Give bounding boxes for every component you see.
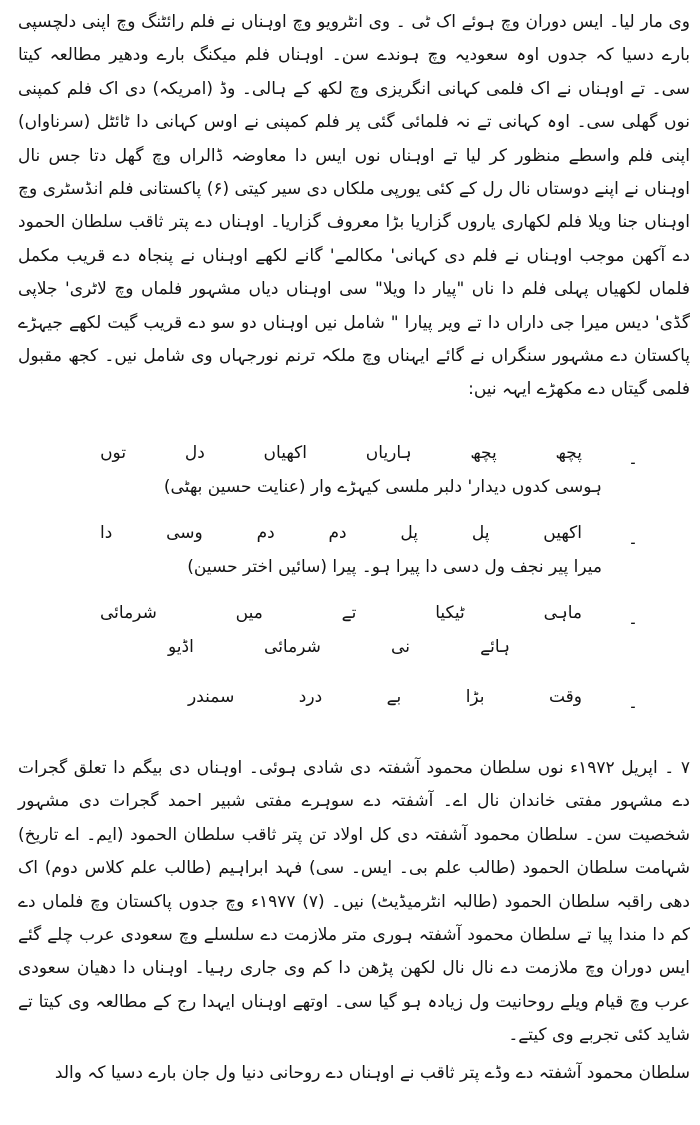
verse-word: شرمائی (264, 637, 321, 657)
verse-line (100, 520, 582, 546)
verse-word: پچھ (555, 443, 582, 463)
verse-word: توں (100, 443, 127, 463)
verse-line (168, 634, 510, 660)
verse-word: دا (100, 523, 113, 543)
verse-item (18, 684, 690, 744)
verse-word: بے (386, 687, 402, 707)
verse-word: پل (400, 523, 419, 543)
verse-word: میں (235, 603, 263, 623)
verse-word: پچھ (470, 443, 497, 463)
verse-line: میرا پیر نجف ول دسی دا پیرا ہو۔ پیرا (سائیں اختر حسین) (187, 557, 602, 577)
verse-word: دم (256, 523, 275, 543)
verse-line (188, 684, 582, 710)
verse-bullet: ۔ (628, 609, 638, 629)
verse-word: ماہی (543, 603, 582, 623)
verse-word: وسی (166, 523, 203, 543)
paragraph-intro: وی مار لیا۔ ایس دوران وچ ہوئے اک ٹی ۔ وی انٹرویو وچ اوہناں نے فلم رائٹنگ وچ اپنی دلچسپی بارے دسیا کہ جدوں اوہ سعودیہ وچ ہوندے سن۔ اوہناں فلم میکنگ بارے ودھیر مطالعہ کیتا سی۔ تے اوہناں نے اک فلمی کہانی انگریزی وچ لکھ کے ہالی۔ وڈ (امریکہ) دی اک فلم کمپنی نوں گھلی سی۔ اوہ کہانی تے نہ فلمائی گئی پر فلم کمپنی نے اوس کہانی دا ٹائٹل (سرناواں) اپنی فلم واسطے منظور کر لیا تے اوہناں نوں ایس دا معاوضہ ڈالراں وچ گھل دتا جس نال اوہناں نے اپنے دوستاں نال رل کے کئی یورپی ملکاں دی سیر کیتی (۶) پاکستانی فلم انڈسٹری وچ اوہناں جنا ویلا فلم لکھاری یاروں گزاریا بڑا معروف گزاریا۔ اوہناں دے پتر ثاقب سلطان الحمود دے آکھن موجب اوہناں نے فلم دی کہانی' مکالمے' گانے لکھے اوہناں نے پنجاہ دے قریب مکمل فلماں لکھیاں پہلی فلم دا ناں "پیار دا ویلا" سی اوہناں دیاں مشہور فلماں وچ لاٹری' جلاپی گڈی' دیس میرا جی داراں دا تے ویر پیارا " شامل نیں اوہناں دو سو دے قریب گیت لکھے جیہڑے پاکستان دے مشہور سنگراں نے گائے ایہناں وچ ملکہ ترنم نورجہاں وی شامل نیں۔ کجھ مقبول فلمی گیتاں دے مکھڑے ایہہ نیں: (18, 12, 690, 400)
verse-word: بڑا (465, 687, 485, 707)
verse-word: تے (341, 603, 357, 623)
verse-word: درد (298, 687, 323, 707)
verse-word: اڈیو (168, 637, 194, 657)
verse-word: اکھیاں (263, 443, 307, 463)
verse-bullet: ۔ (628, 529, 638, 549)
verse-word: وقت (548, 687, 582, 707)
verse-word: سمندر (188, 687, 235, 707)
verse-word: دل (184, 443, 205, 463)
verse-line: ہوسی کدوں دیدار' دلبر ملسی کیہڑے وار (عنایت حسین بھٹی) (163, 477, 602, 497)
verse-item (18, 440, 690, 520)
verse-line (100, 600, 582, 626)
verse-word: ہاریاں (365, 443, 412, 463)
paragraph-son-account: سلطان محمود آشفتہ دے وڈے پتر ثاقب نے اوہناں دے روحانی دنیا ول جان بارے دسیا کہ والد (54, 1062, 690, 1083)
verse-bullet: ۔ (628, 693, 638, 713)
verse-word: نی (391, 637, 410, 657)
verse-word: ٹیکیا (435, 603, 465, 623)
verse-word: دم (328, 523, 347, 543)
verse-item (18, 600, 690, 684)
verse-line (100, 440, 582, 466)
verse-list (18, 440, 690, 750)
verse-item (18, 520, 690, 600)
verse-word: اکھیں (543, 523, 582, 543)
verse-word: ہائے (480, 637, 510, 657)
verse-word: شرمائی (100, 603, 157, 623)
verse-word: پل (471, 523, 490, 543)
verse-bullet: ۔ (628, 449, 638, 469)
paragraph-marriage: ۷ ۔ اپریل ۱۹۷۲ء نوں سلطان محمود آشفتہ دی شادی ہوئی۔ اوہناں دی بیگم دا تعلق گجرات دے مشہور مفتی خاندان نال اے۔ آشفتہ دے سوہرے مفتی شبیر احمد گجرات دی مشہور شخصیت سن۔ سلطان محمود آشفتہ دی کل اولاد تن پتر ثاقب سلطان الحمود (ایم۔ اے تاریخ) شہامت سلطان الحمود (طالب علم بی۔ ایس۔ سی) فہد ابراہیم (طالب علم کلاس دوم) اک دھی راقبہ سلطان الحمود (طالبہ انٹرمیڈیٹ) نیں۔ (۷) ۱۹۷۷ء وچ جدوں پاکستان وچ فلماں دے کم دا مندا پیا تے سلطان محمود آشفتہ ہوری متر ملازمت دے سلسلے وچ سعودی عرب چلے گئے ایس دوران وچ ملازمت دے نال نال لکھن پڑھن دا کم وی جاری رہیا۔ اوہناں دا دھیان سعودی عرب وچ قیام ویلے روحانیت ول زیادہ ہو گیا سی۔ اوتھے اوہناں ایہدا رج کے مطالعہ وی کیتا تے شاید کئی تجربے وی کیتے۔ (18, 758, 690, 1046)
